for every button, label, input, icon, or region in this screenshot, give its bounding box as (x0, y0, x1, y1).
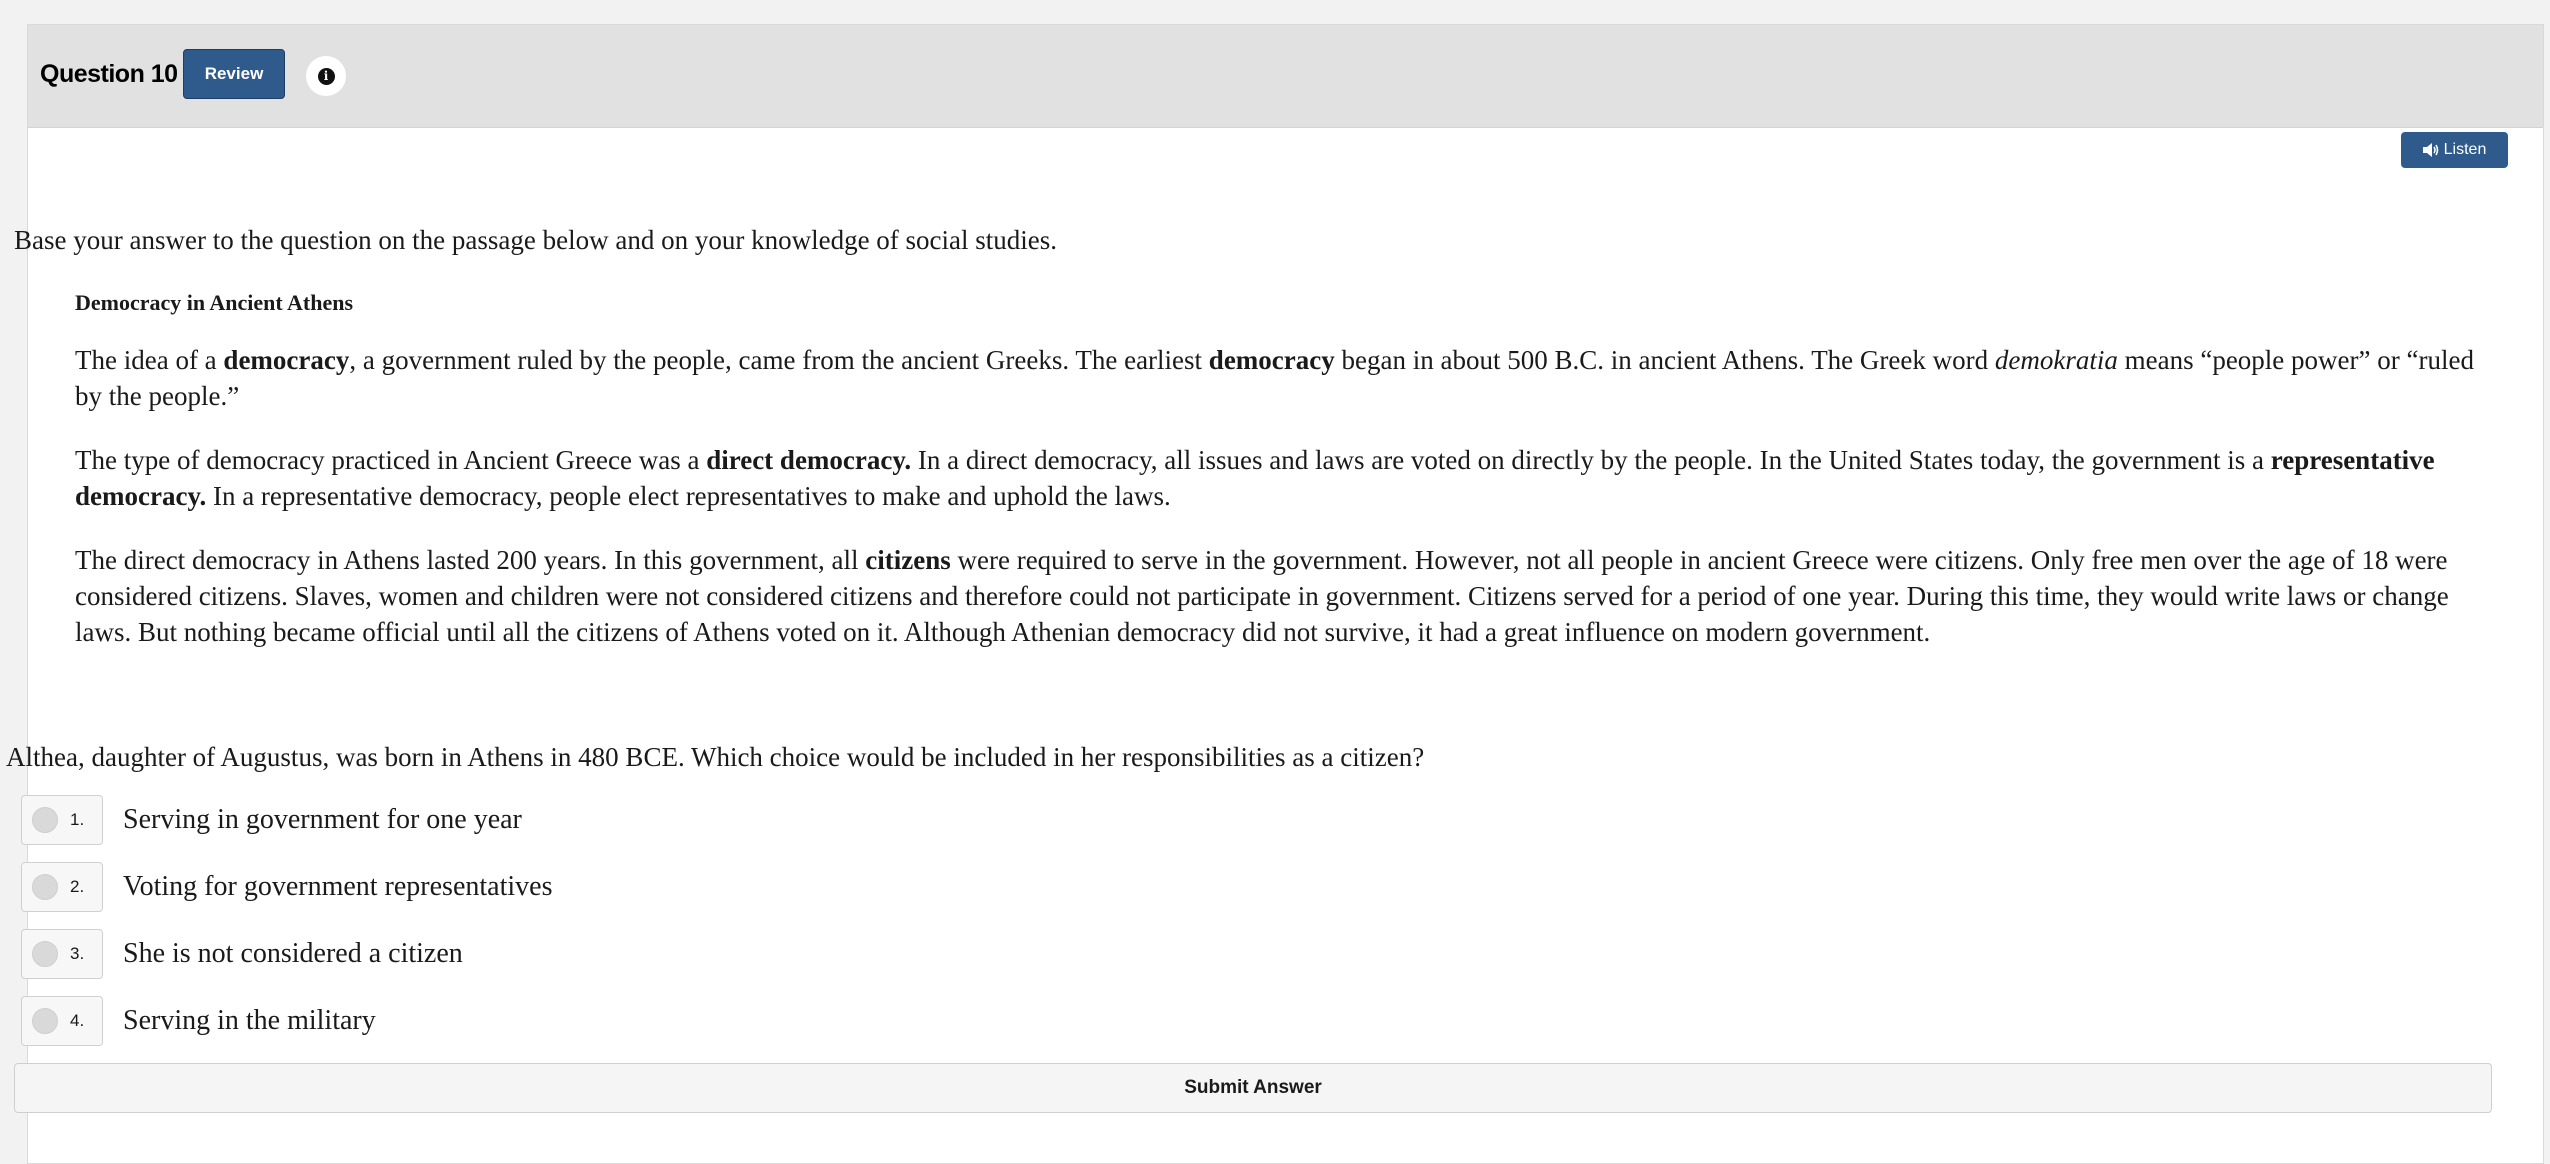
radio-button[interactable] (32, 874, 58, 900)
answer-choice-4[interactable] (21, 994, 552, 1047)
review-button[interactable]: Review (183, 49, 285, 99)
passage (75, 290, 2475, 678)
choice-label[interactable]: Serving in the military (123, 1004, 376, 1036)
choice-radio-box[interactable] (21, 929, 103, 979)
passage-paragraph-2: The type of democracy practiced in Ancient Greece was a direct democracy. In a direct democracy, all issues and laws are voted on directly by the people. In the United States today, the government is a representative democracy. In a representative democracy, people elect representatives to make and uphold the laws. (75, 445, 2435, 511)
choice-radio-box[interactable] (21, 996, 103, 1046)
passage-title: Democracy in Ancient Athens (75, 290, 354, 315)
question-header (28, 25, 2543, 128)
instructions: Base your answer to the question on the passage below and on your knowledge of social studies. (14, 225, 1058, 255)
answer-choice-3[interactable] (21, 927, 552, 980)
passage-paragraph-1: The idea of a democracy, a government ruled by the people, came from the ancient Greeks. The earliest democracy began in about 500 B.C. in ancient Athens. The Greek word demokratia means “people power” or “ruled by the people.” (75, 345, 2474, 411)
answer-choices (21, 793, 552, 1061)
answer-choice-2[interactable] (21, 860, 552, 913)
radio-button[interactable] (32, 1008, 58, 1034)
listen-label: Listen (2443, 141, 2487, 158)
radio-button[interactable] (32, 941, 58, 967)
passage-paragraph-3: The direct democracy in Athens lasted 200 years. In this government, all citizens were required to serve in the government. However, not all people in ancient Greece were citizens. Only free men over the age of 18 were considered citizens. Slaves, women and children were not considered citizens and therefore could not participate in government. Citizens served for a period of one year. During this time, they would write laws or change laws. But nothing became official until all the citizens of Athens voted on it. Although Athenian democracy did not survive, it had a great influence on modern government. (75, 545, 2449, 647)
listen-button[interactable] (2401, 132, 2508, 168)
choice-number: 2. (70, 876, 85, 896)
submit-answer-button[interactable]: Submit Answer (14, 1063, 2492, 1113)
choice-radio-box[interactable] (21, 862, 103, 912)
question-number: Question 10 (40, 60, 178, 88)
radio-button[interactable] (32, 807, 58, 833)
info-icon: i (318, 68, 335, 85)
info-button[interactable] (306, 56, 346, 96)
choice-label[interactable]: Voting for government representatives (123, 870, 553, 902)
choice-label[interactable]: Serving in government for one year (123, 803, 522, 835)
choice-number: 4. (70, 1010, 85, 1030)
choice-label[interactable]: She is not considered a citizen (123, 937, 463, 969)
choice-number: 3. (70, 943, 85, 963)
answer-choice-1[interactable] (21, 793, 552, 846)
speaker-icon (2423, 143, 2439, 157)
question-text: Althea, daughter of Augustus, was born in Athens in 480 BCE. Which choice would be included in her responsibilities as a citizen? (6, 742, 1425, 772)
choice-radio-box[interactable] (21, 795, 103, 845)
choice-number: 1. (70, 809, 85, 829)
